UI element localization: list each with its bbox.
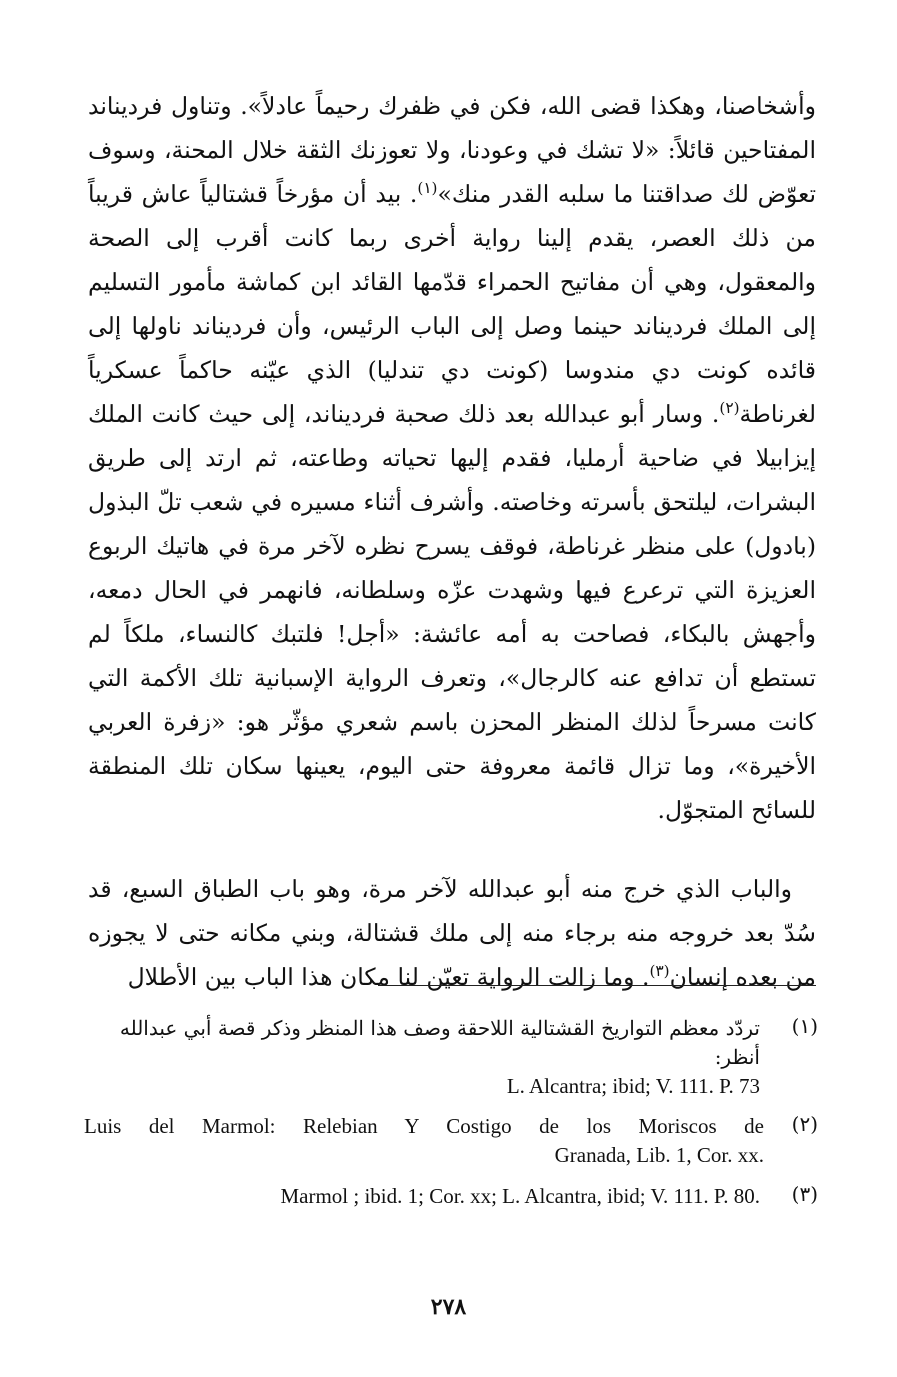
footnote-ref-3: (٣) bbox=[649, 962, 670, 981]
paragraph-2 bbox=[88, 867, 816, 999]
footnote-2-line-1: Luis del Marmol: Relebian Y Costigo de los Moriscos de bbox=[84, 1114, 764, 1138]
footnote-ref-2: (٢) bbox=[719, 399, 740, 418]
paragraph-1 bbox=[88, 84, 816, 832]
paragraph-2-part-1: والباب الذي خرج منه أبو عبدالله لآخر مرة، وهو باب الطباق السبع، قد سُدّ بعد خروجه منه برجاء منه إلى ملك قشتالة، وبني مكانه حتى لا يجوزه من بعده إنسان bbox=[88, 875, 816, 991]
footnote-3: Marmol ; ibid. 1; Cor. xx; L. Alcantra, ibid; V. 111. P. 80. bbox=[280, 1184, 760, 1208]
main-text bbox=[88, 84, 816, 999]
footnote-2 bbox=[84, 1112, 764, 1170]
page-number: ٢٧٨ bbox=[430, 1294, 467, 1320]
footnote-2-number: (٢) bbox=[791, 1112, 818, 1136]
footnote-ref-1: (١) bbox=[417, 179, 438, 198]
footnote-3-number: (٣) bbox=[791, 1182, 818, 1206]
footnote-1-english: L. Alcantra; ibid; V. 111. P. 73 bbox=[506, 1074, 760, 1098]
footnote-divider bbox=[378, 985, 816, 986]
paragraph-1-part-2: . بيد أن مؤرخاً قشتالياً عاش قريباً من ذلك العصر، يقدم إلينا رواية أخرى ربما كانت أقرب إلى الصحة والمعقول، وهي أن مفاتيح الحمراء قدّمها القائد ابن كماشة مأمور التسليم إلى الملك فرديناند حينما وصل إلى الباب الرئيس، وأن فرديناند ناولها إلى قائده كونت دي مندوسا (كونت دي تندليا) الذي عيّنه حاكماً عسكرياً لغرناطة bbox=[88, 180, 816, 428]
footnote-2-line-2: Granada, Lib. 1, Cor. xx. bbox=[554, 1143, 764, 1167]
paragraph-1-part-1: وأشخاصنا، وهكذا قضى الله، فكن في ظفرك رحيماً عادلاً». وتناول فرديناند المفتاحين قائلاً: «لا تشك في وعودنا، ولا تعوزنك الثقة خلال المحنة، وسوف تعوّض لك صداقتنا ما سلبه القدر منك» bbox=[88, 92, 816, 208]
footnote-1-arabic: تردّد معظم التواريخ القشتالية اللاحقة وصف هذا المنظر وذكر قصة أبي عبدالله أنظر: bbox=[119, 1016, 760, 1069]
footnote-1-number: (١) bbox=[791, 1014, 818, 1038]
footnote-1 bbox=[84, 1014, 760, 1101]
paragraph-1-part-3: . وسار أبو عبدالله بعد ذلك صحبة فرديناند، إلى حيث كانت الملك إيزابيلا في ضاحية أرمليا، فقدم إليها تحياته وطاعته، ثم ارتد إلى طريق البشرات، ليلتحق بأسرته وخاصته. وأشرف أثناء مسيره في شعب تلّ البذول (بادول) على منظر غرناطة، فوقف يسرح نظره لآخر مرة في هاتيك الربوع العزيزة التي ترعرع فيها وشهدت عزّه وسلطانه، فانهمر في الحال دمعه، وأجهش بالبكاء، فصاحت به أمه عائشة: «أجل! فلتبك كالنساء، ملكاً لم تستطع أن تدافع عنه كالرجال»، وتعرف الرواية الإسبانية تلك الأكمة التي كانت مسرحاً لذلك المنظر المحزن باسم شعري مؤثّر هو: «زفرة العربي الأخيرة»، وما تزال قائمة معروفة حتى اليوم، يعينها سكان تلك المنطقة للسائح المتجوّل. bbox=[88, 400, 816, 824]
paragraph-2-part-2: . وما زالت الرواية تعيّن لنا مكان هذا الباب بين الأطلال bbox=[127, 963, 650, 991]
